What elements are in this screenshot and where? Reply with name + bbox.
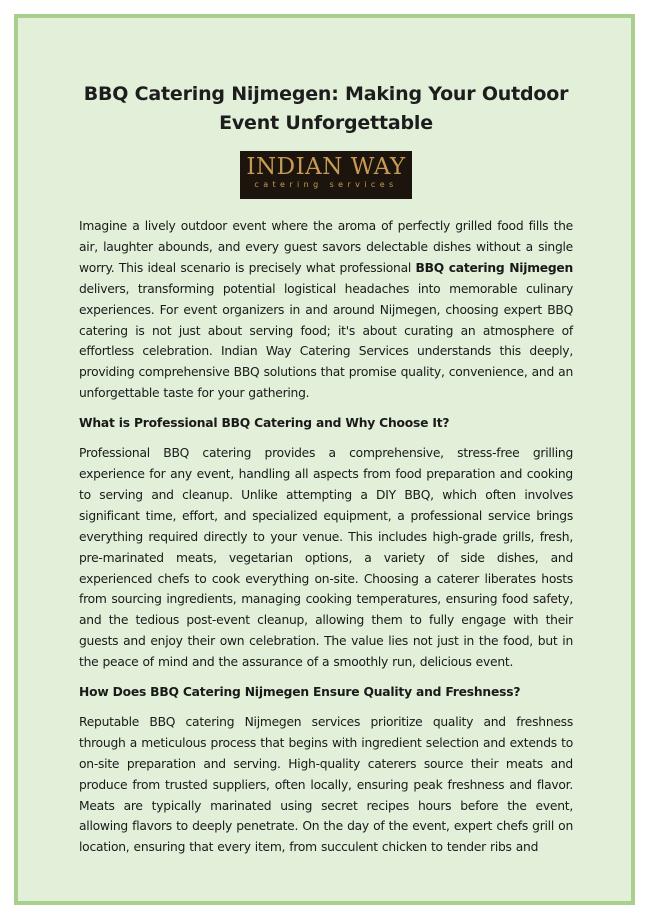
section-heading-quality-and-freshness: How Does BBQ Catering Nijmegen Ensure Quality and Freshness? [79,685,521,700]
section-heading-what-is-bbq-catering: What is Professional BBQ Catering and Why Choose It? [79,416,450,431]
logo-name: INDIAN WAY [246,154,406,180]
intro-text-end: delivers, transforming potential logistical headaches into memorable culinary experiences. For event organizers in and around Nijmegen, choosing expert BBQ catering is not just about serving food; it's about curating an atmosphere of effortless celebration. Indian Way Catering Services understands this deeply, providing comprehensive BBQ solutions that promise quality, convenience, and an unforgettable taste for your gathering. [79,281,573,401]
article [79,80,573,858]
intro-paragraph [79,216,573,404]
section-paragraph-what-is-bbq-catering: Professional BBQ catering provides a comprehensive, stress-free grilling experience for any event, handling all aspects from food preparation and cooking to serving and cleanup. Unlike attempting a DIY BBQ, which often involves significant time, effort, and specialized equipment, a professional service brings everything required directly to your venue. This includes high-grade grills, fresh, pre-marinated meats, vegetarian options, a variety of side dishes, and experienced chefs to cook everything on-site. Choosing a caterer liberates hosts from sourcing ingredients, managing cooking temperatures, ensuring food safety, and the tedious post-event cleanup, allowing them to fully engage with their guests and enjoy their own celebration. The value lies not just in the food, but in the peace of mind and the assurance of a smoothly run, delicious event. [79,446,573,670]
intro-keyword: BBQ catering Nijmegen [415,260,573,275]
logo-tagline: catering services [254,180,398,189]
section-paragraph-quality-and-freshness: Reputable BBQ catering Nijmegen services prioritize quality and freshness through a meticulous process that begins with ingredient selection and extends to on-site preparation and serving. High-quality caterers source their meats and produce from trusted suppliers, often locally, ensuring peak freshness and flavor. Meats are typically marinated using secret recipes hours before the event, allowing flavors to deeply penetrate. On the day of the event, expert chefs grill on location, ensuring that every item, from succulent chicken to tender ribs and [79,714,573,855]
intro-text-start: Imagine a lively outdoor event where the aroma of perfectly grilled food fills the air, laughter abounds, and every guest savors delectable dishes without a single worry. This ideal scenario is precisely what professional [79,219,573,275]
indian-way-logo [240,151,412,199]
page-title: BBQ Catering Nijmegen: Making Your Outdoor Event Unforgettable [83,83,569,134]
